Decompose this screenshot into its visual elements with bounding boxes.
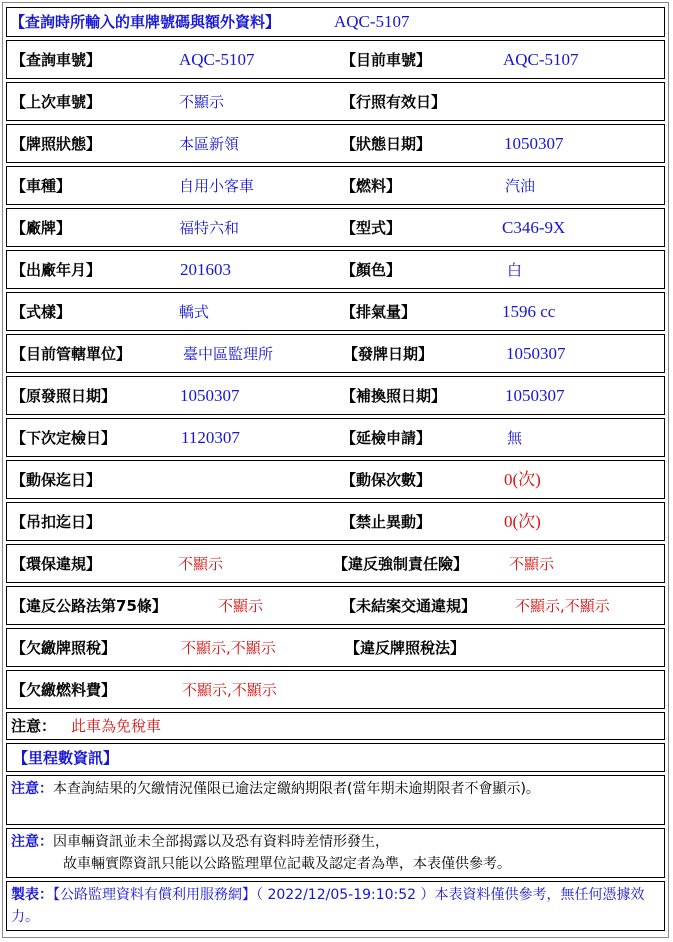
- value-environmental-violation: 不顯示: [178, 555, 224, 573]
- row-unpaid-plate-tax: [6, 628, 665, 667]
- row-highway-law-violation: [6, 586, 665, 625]
- label-color: 【顏色】: [341, 261, 402, 279]
- value-displacement: 1596 cc: [502, 302, 556, 321]
- value-color: 白: [507, 261, 523, 279]
- value-inspection-extension: 無: [507, 429, 523, 447]
- label-model: 【型式】: [341, 219, 402, 237]
- label-insurance-violation: 【違反強制責任險】: [333, 555, 469, 573]
- row-jurisdiction: [6, 334, 665, 373]
- disclaimer-note-label: 注意：: [11, 834, 53, 850]
- query-header: [6, 7, 665, 37]
- row-plate-status: [6, 124, 665, 163]
- label-reissue-date: 【補換照日期】: [341, 387, 447, 405]
- label-next-inspection: 【下次定檢日】: [11, 429, 117, 447]
- row-next-inspection: [6, 418, 665, 457]
- footer-body: 【公路監理資料有償利用服務網】（ 2022/12/05-19:10:52 ）本表資料僅供參考，無任何憑據效力。: [11, 887, 645, 925]
- value-security-count: 0(次): [504, 470, 541, 489]
- row-security-expiry: [6, 460, 665, 499]
- arrears-note-text: [11, 778, 661, 800]
- value-fuel: 汽油: [505, 177, 536, 195]
- tax-note-text: 此車為免稅車: [71, 717, 162, 735]
- value-original-license-date: 1050307: [180, 386, 240, 405]
- label-query-plate: 【查詢車號】: [11, 51, 102, 69]
- value-issue-date: 1050307: [506, 344, 566, 363]
- row-manufacture-date: [6, 250, 665, 289]
- value-next-inspection: 1120307: [181, 428, 240, 447]
- footer-label: 製表：: [11, 887, 53, 903]
- row-plate: [6, 40, 665, 79]
- value-manufacture-date: 201603: [180, 260, 231, 279]
- report-footer: [6, 881, 665, 931]
- value-model: C346-9X: [502, 218, 566, 237]
- value-open-traffic-violation: 不顯示,不顯示: [515, 597, 610, 615]
- label-transfer-prohibited: 【禁止異動】: [341, 513, 432, 531]
- row-suspension-expiry: [6, 502, 665, 541]
- label-unpaid-plate-tax: 【欠繳牌照稅】: [11, 639, 117, 657]
- value-current-plate: AQC-5107: [503, 50, 579, 69]
- label-status-date: 【狀態日期】: [341, 135, 432, 153]
- label-vehicle-type: 【車種】: [11, 177, 72, 195]
- tax-exempt-note: [6, 712, 665, 740]
- value-plate-status: 本區新領: [179, 135, 240, 153]
- label-body-style: 【式樣】: [11, 303, 72, 321]
- label-brand: 【廠牌】: [11, 219, 72, 237]
- label-license-valid-date: 【行照有效日】: [341, 93, 447, 111]
- label-fuel: 【燃料】: [341, 177, 402, 195]
- label-previous-plate: 【上次車號】: [11, 93, 102, 111]
- arrears-note: [6, 775, 665, 825]
- label-security-count: 【動保次數】: [341, 471, 432, 489]
- row-vehicle-type: [6, 166, 665, 205]
- query-header-title: 【查詢時所輸入的車牌號碼與額外資料】: [10, 13, 281, 31]
- label-inspection-extension: 【延檢申請】: [341, 429, 432, 447]
- label-jurisdiction: 【目前管轄單位】: [11, 345, 132, 363]
- tax-note-label: 注意：: [11, 717, 57, 735]
- disclaimer-note-text: [11, 831, 661, 875]
- disclaimer-line-1: 因車輛資訊並未全部揭露以及恐有資料時差情形發生，: [53, 834, 389, 850]
- value-jurisdiction: 臺中區監理所: [183, 345, 274, 363]
- label-issue-date: 【發牌日期】: [343, 345, 434, 363]
- value-unpaid-fuel-fee: 不顯示,不顯示: [182, 681, 277, 699]
- arrears-note-label: 注意：: [11, 781, 53, 797]
- value-reissue-date: 1050307: [505, 386, 565, 405]
- mileage-title: 【里程數資訊】: [13, 749, 119, 767]
- label-displacement: 【排氣量】: [341, 303, 417, 321]
- value-query-plate: AQC-5107: [179, 50, 255, 69]
- row-environmental-violation: [6, 544, 665, 583]
- label-unpaid-fuel-fee: 【欠繳燃料費】: [11, 681, 117, 699]
- value-body-style: 轎式: [179, 303, 210, 321]
- arrears-note-body: 本查詢結果的欠繳情況僅限已逾法定繳納期限者(當年期未逾期限者不會顯示)。: [53, 781, 540, 797]
- value-highway-law-violation: 不顯示: [218, 597, 264, 615]
- value-previous-plate: 不顯示: [179, 93, 225, 111]
- label-plate-tax-violation: 【違反牌照稅法】: [345, 639, 466, 657]
- value-status-date: 1050307: [504, 134, 564, 153]
- row-body-style: [6, 292, 665, 331]
- label-highway-law-violation: 【違反公路法第75條】: [11, 597, 167, 615]
- row-original-license-date: [6, 376, 665, 415]
- value-brand: 福特六和: [179, 219, 240, 237]
- label-manufacture-date: 【出廠年月】: [11, 261, 102, 279]
- mileage-section: [6, 743, 665, 772]
- label-suspension-expiry: 【吊扣迄日】: [11, 513, 102, 531]
- row-previous-plate: [6, 82, 665, 121]
- label-original-license-date: 【原發照日期】: [11, 387, 117, 405]
- label-security-expiry: 【動保迄日】: [11, 471, 102, 489]
- value-vehicle-type: 自用小客車: [179, 177, 255, 195]
- footer-text: [11, 884, 661, 928]
- disclaimer-note: [6, 828, 665, 878]
- label-environmental-violation: 【環保違規】: [11, 555, 102, 573]
- label-plate-status: 【牌照狀態】: [11, 135, 102, 153]
- query-header-plate: AQC-5107: [334, 12, 410, 31]
- row-unpaid-fuel-fee: [6, 670, 665, 709]
- value-insurance-violation: 不顯示: [509, 555, 555, 573]
- value-unpaid-plate-tax: 不顯示,不顯示: [181, 639, 276, 657]
- label-open-traffic-violation: 【未結案交通違規】: [341, 597, 477, 615]
- value-transfer-prohibited: 0(次): [504, 512, 541, 531]
- row-brand: [6, 208, 665, 247]
- label-current-plate: 【目前車號】: [341, 51, 432, 69]
- disclaimer-line-2: 故車輛實際資訊只能以公路監理單位記載及認定者為準，本表僅供參考。: [63, 856, 511, 872]
